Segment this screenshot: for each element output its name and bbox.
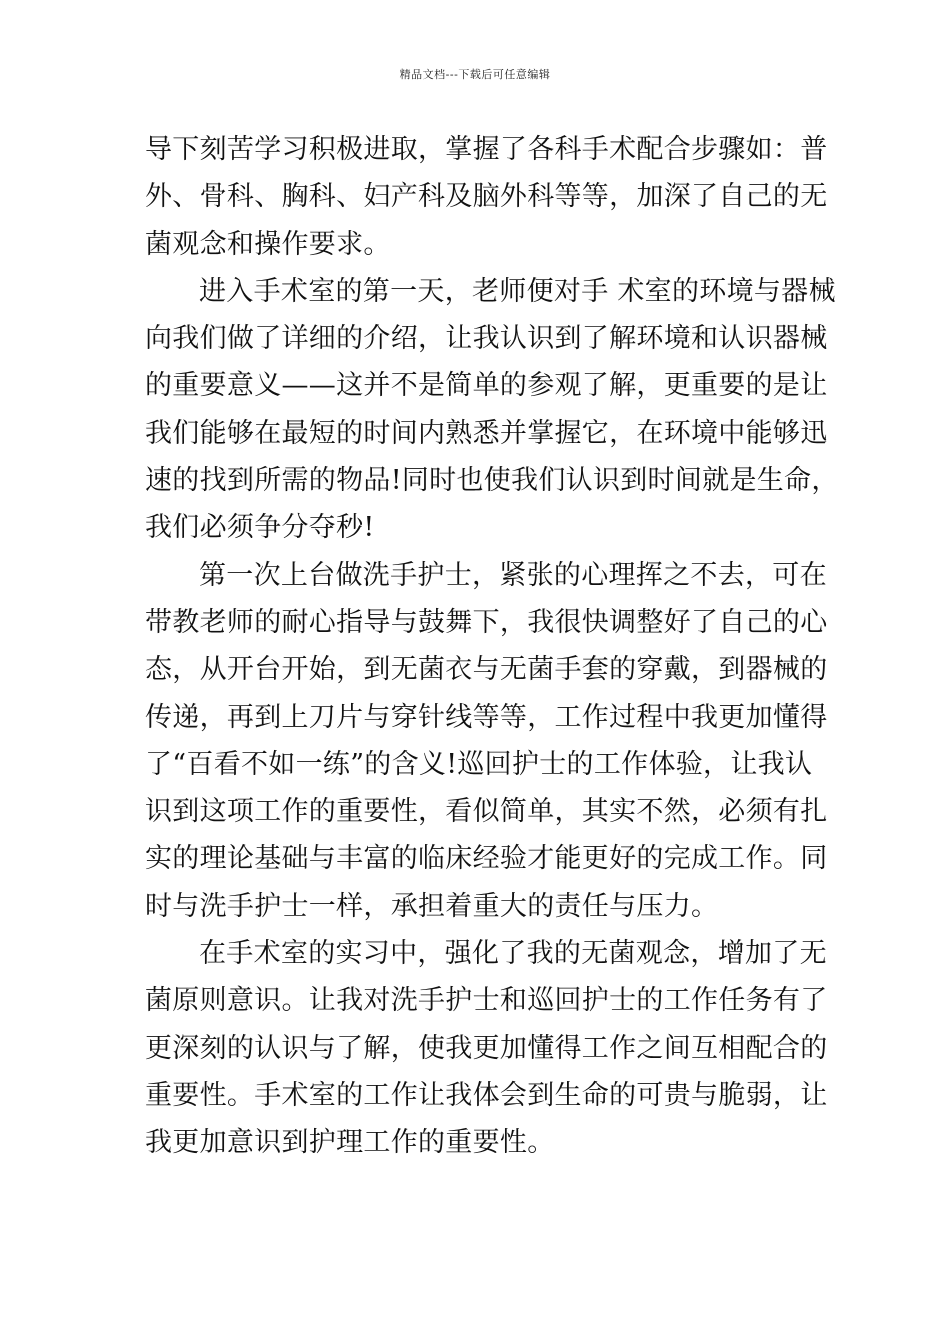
text-line: 向我们做了详细的介绍，让我认识到了解环境和认识器械	[145, 323, 828, 355]
text-line: 我们必须争分夺秒!	[145, 512, 375, 544]
text-line: 我更加意识到护理工作的重要性。	[145, 1127, 555, 1159]
text-line: 了“百看不如一练”的含义!巡回护士的工作体验，让我认	[145, 748, 813, 780]
body-text	[145, 126, 839, 1167]
text-line: 识到这项工作的重要性，看似简单，其实不然，必须有扎	[145, 796, 828, 828]
text-line: 菌原则意识。让我对洗手护士和巡回护士的工作任务有了	[145, 985, 828, 1017]
text-line: 带教老师的耐心指导与鼓舞下，我很快调整好了自己的心	[145, 606, 828, 638]
text-line: 实的理论基础与丰富的临床经验才能更好的完成工作。同	[145, 843, 828, 875]
text-line: 更深刻的认识与了解，使我更加懂得工作之间互相配合的	[145, 1032, 828, 1064]
text-line: 第一次上台做洗手护士，紧张的心理挥之不去，可在	[199, 559, 827, 591]
text-line: 的重要意义——这并不是简单的参观了解，更重要的是让	[145, 370, 828, 402]
text-line: 菌观念和操作要求。	[145, 228, 391, 260]
text-line: 态，从开台开始，到无菌衣与无菌手套的穿戴，到器械的	[145, 654, 828, 686]
page-header: 精品文档---下载后可任意编辑	[399, 68, 551, 81]
text-line: 速的找到所需的物品!同时也使我们认识到时间就是生命，	[145, 465, 839, 497]
text-line: 重要性。手术室的工作让我体会到生命的可贵与脆弱，让	[145, 1079, 828, 1111]
text-line: 外、骨科、胸科、妇产科及脑外科等等，加深了自己的无	[145, 181, 828, 213]
text-line: 时与洗手护士一样，承担着重大的责任与压力。	[145, 890, 719, 922]
text-line: 传递，再到上刀片与穿针线等等，工作过程中我更加懂得	[145, 701, 828, 733]
text-line: 在手术室的实习中，强化了我的无菌观念，增加了无	[199, 938, 827, 970]
text-line: 我们能够在最短的时间内熟悉并掌握它，在环境中能够迅	[145, 417, 828, 449]
text-line: 导下刻苦学习积极进取，掌握了各科手术配合步骤如：普	[145, 134, 828, 165]
text-line: 进入手术室的第一天，老师便对手 术室的环境与器械	[199, 275, 836, 307]
